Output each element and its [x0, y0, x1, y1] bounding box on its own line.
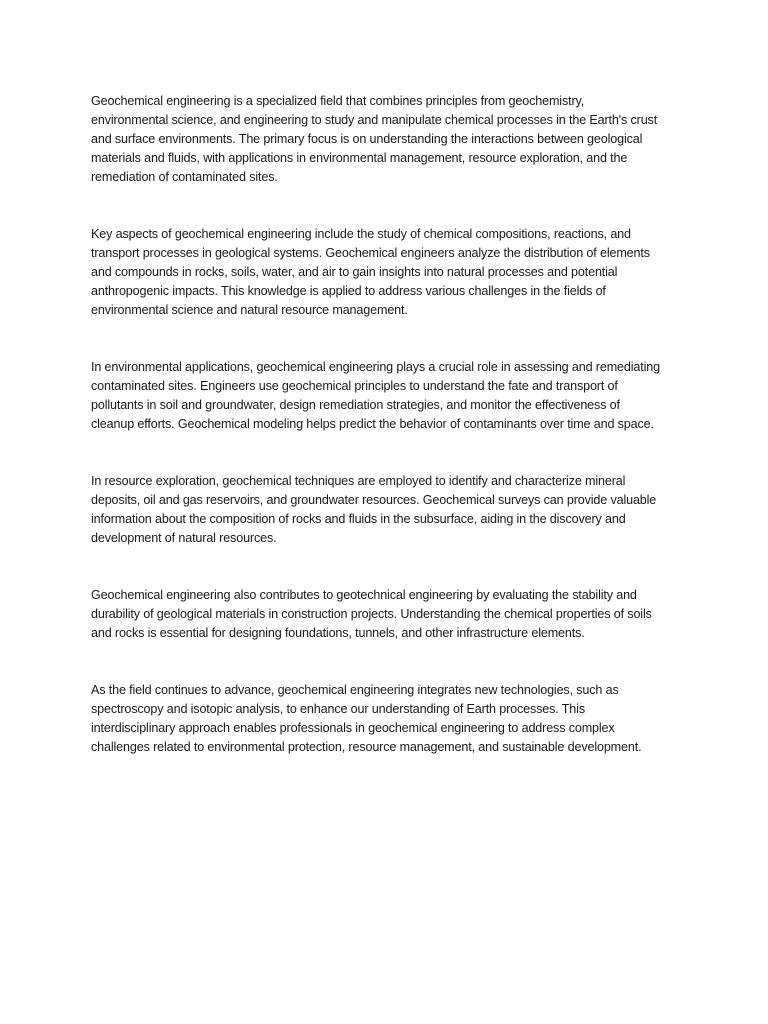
paragraph-line: information about the composition of rocks and fluids in the subsurface, aiding in the discovery and — [91, 512, 626, 526]
paragraph-line: challenges related to environmental protection, resource management, and sustainable development. — [91, 740, 642, 754]
paragraph-line: As the field continues to advance, geochemical engineering integrates new technologies, such as — [91, 683, 619, 697]
paragraph-line: spectroscopy and isotopic analysis, to enhance our understanding of Earth processes. This — [91, 702, 585, 716]
paragraph-line: transport processes in geological systems. Geochemical engineers analyze the distribution of elements — [91, 246, 650, 260]
paragraph-3 — [91, 358, 691, 434]
paragraph-line: durability of geological materials in construction projects. Understanding the chemical properties of soils — [91, 607, 652, 621]
paragraph-5 — [91, 586, 691, 643]
paragraph-1 — [91, 92, 691, 187]
paragraph-line: Geochemical engineering also contributes to geotechnical engineering by evaluating the stability and — [91, 588, 637, 602]
paragraph-line: development of natural resources. — [91, 531, 277, 545]
paragraph-line: environmental science, and engineering to study and manipulate chemical processes in the Earth's crust — [91, 113, 658, 127]
paragraph-line: Key aspects of geochemical engineering include the study of chemical compositions, reactions, and — [91, 227, 631, 241]
paragraph-line: contaminated sites. Engineers use geochemical principles to understand the fate and transport of — [91, 379, 618, 393]
paragraph-line: and rocks is essential for designing foundations, tunnels, and other infrastructure elements. — [91, 626, 585, 640]
paragraph-line: deposits, oil and gas reservoirs, and groundwater resources. Geochemical surveys can provide valuable — [91, 493, 657, 507]
paragraph-line: In environmental applications, geochemical engineering plays a crucial role in assessing and remediating — [91, 360, 660, 374]
paragraph-line: materials and fluids, with applications in environmental management, resource exploration, and the — [91, 151, 628, 165]
paragraph-4 — [91, 472, 691, 548]
paragraph-line: Geochemical engineering is a specialized field that combines principles from geochemistry, — [91, 94, 585, 108]
paragraph-line: and compounds in rocks, soils, water, and air to gain insights into natural processes and potential — [91, 265, 618, 279]
paragraph-line: and surface environments. The primary focus is on understanding the interactions between geological — [91, 132, 643, 146]
document-body — [91, 92, 691, 795]
paragraph-line: interdisciplinary approach enables professionals in geochemical engineering to address complex — [91, 721, 615, 735]
paragraph-2 — [91, 225, 691, 320]
paragraph-line: anthropogenic impacts. This knowledge is applied to address various challenges in the fields of — [91, 284, 606, 298]
paragraph-6 — [91, 681, 691, 757]
paragraph-line: remediation of contaminated sites. — [91, 170, 278, 184]
paragraph-line: environmental science and natural resource management. — [91, 303, 408, 317]
paragraph-line: cleanup efforts. Geochemical modeling helps predict the behavior of contaminants over time and space. — [91, 417, 654, 431]
paragraph-line: pollutants in soil and groundwater, design remediation strategies, and monitor the effectiveness of — [91, 398, 620, 412]
paragraph-line: In resource exploration, geochemical techniques are employed to identify and characterize mineral — [91, 474, 626, 488]
